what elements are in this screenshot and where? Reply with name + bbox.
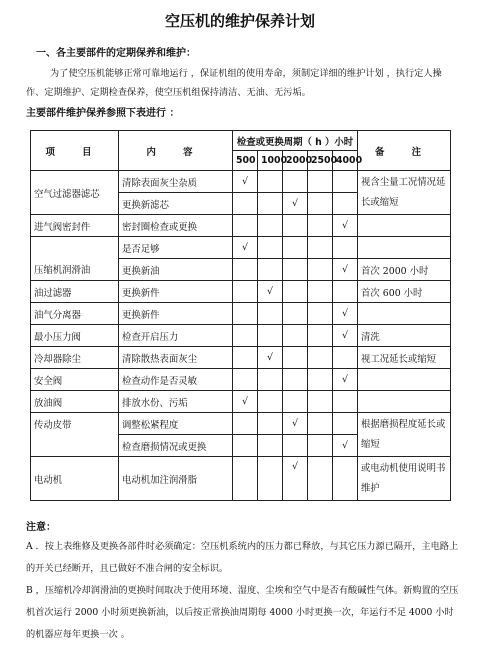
content-cell: 检查开启压力 <box>119 325 233 347</box>
content-cell: 更换新件 <box>119 281 233 303</box>
check-cell: √ <box>283 193 308 215</box>
check-cell <box>283 325 308 347</box>
item-cell: 放油阀 <box>31 391 119 413</box>
check-cell <box>233 413 258 435</box>
check-cell <box>283 303 308 325</box>
note-cell <box>358 303 451 325</box>
content-cell: 排放水份、污垢 <box>119 391 233 413</box>
check-cell <box>283 281 308 303</box>
note-cell <box>358 369 451 391</box>
content-cell: 是否足够 <box>119 237 233 259</box>
item-cell: 冷却器除尘 <box>31 347 119 369</box>
note-cell: 视含尘量工况情况延长或缩短 <box>358 171 451 215</box>
item-cell: 电动机 <box>31 457 119 501</box>
item-cell: 安全阀 <box>31 369 119 391</box>
note-b: B ，压缩机冷却润滑油的更换时间取决于使用环境、湿度、尘埃和空气中是否有酸碱性气体。新购置的空压机首次运行 2000 小时须更换新油，以后按正常换油周期每 4000 小时更换一次，年运行不足 4000 小时的机器应每年更换一次 。 <box>26 585 459 640</box>
table-row <box>31 325 451 347</box>
content-cell: 检查动作是否灵敏 <box>119 369 233 391</box>
note-cell: 视工况延长或缩短 <box>358 347 451 369</box>
check-cell: √ <box>283 457 308 501</box>
check-cell: √ <box>333 303 358 325</box>
item-cell: 进气阀密封件 <box>31 215 119 237</box>
note-a: A ．按上表维修及更换各部件时必须确定：空压机系统内的压力都已释放，与其它压力源已隔开，主电路上的开关已经断开，且已做好不准合闸的安全标识。 <box>26 541 459 574</box>
check-cell <box>283 237 308 259</box>
item-cell: 最小压力阀 <box>31 325 119 347</box>
check-cell <box>308 435 333 457</box>
header-content: 内 容 <box>119 131 233 171</box>
note-cell: 根据磨损程度延长或缩短 <box>358 413 451 457</box>
table-row <box>31 215 451 237</box>
check-cell: √ <box>233 391 258 413</box>
intro-paragraph: 为了使空压机能够正常可靠地运行 ，保证机组的使用寿命，须制定详细的维护计划 ，执行定人操作、定期维护、定期检查保养，使空压机组保持清洁、无油、无污垢。 <box>26 68 442 98</box>
content-cell: 检查磨损情况或更换 <box>119 435 233 457</box>
table-row <box>31 457 451 501</box>
check-cell <box>333 457 358 501</box>
check-cell <box>283 215 308 237</box>
table-row <box>31 347 451 369</box>
check-cell <box>308 391 333 413</box>
check-cell <box>258 413 283 435</box>
check-cell <box>283 369 308 391</box>
check-cell <box>308 215 333 237</box>
content-cell: 密封圈检查或更换 <box>119 215 233 237</box>
period-2500: 2500 <box>308 151 333 171</box>
check-cell <box>258 435 283 457</box>
check-cell <box>233 193 258 215</box>
check-cell: √ <box>258 281 283 303</box>
check-cell <box>333 413 358 435</box>
check-cell <box>233 281 258 303</box>
item-cell: 传动皮带 <box>31 413 119 457</box>
content-cell: 清除散热表面灰尘 <box>119 347 233 369</box>
check-cell <box>333 347 358 369</box>
note-cell: 首次 600 小时 <box>358 281 451 303</box>
note-cell <box>358 215 451 237</box>
check-cell <box>308 171 333 193</box>
check-cell <box>233 259 258 281</box>
check-cell <box>333 281 358 303</box>
item-cell: 空气过滤器滤芯 <box>31 171 119 215</box>
check-cell <box>308 193 333 215</box>
notes-heading: 注意： <box>26 522 56 533</box>
check-cell <box>333 391 358 413</box>
check-cell: √ <box>333 435 358 457</box>
page-title: 空压机的维护保养计划 <box>164 12 315 30</box>
header-notes: 备 注 <box>358 131 451 171</box>
check-cell <box>283 391 308 413</box>
table-row <box>31 303 451 325</box>
check-cell <box>333 237 358 259</box>
table-row <box>31 281 451 303</box>
check-cell <box>283 171 308 193</box>
check-cell <box>283 347 308 369</box>
note-cell <box>358 391 451 413</box>
check-cell <box>308 325 333 347</box>
header-item: 项 目 <box>31 131 119 171</box>
check-cell: √ <box>333 325 358 347</box>
section-heading-maintenance: 一、各主要部件的定期保养和维护： <box>36 48 196 59</box>
table-row <box>31 391 451 413</box>
content-cell: 电动机加注润滑脂 <box>119 457 233 501</box>
check-cell: √ <box>333 215 358 237</box>
check-cell <box>258 457 283 501</box>
table-row <box>31 369 451 391</box>
check-cell <box>233 215 258 237</box>
note-cell <box>358 237 451 259</box>
check-cell <box>308 413 333 435</box>
check-cell <box>258 215 283 237</box>
check-cell <box>308 369 333 391</box>
check-cell <box>258 237 283 259</box>
check-cell <box>233 325 258 347</box>
period-1000: 1000 <box>258 151 283 171</box>
header-period: 检查或更换周期（ h ）小时 <box>233 131 358 151</box>
check-cell <box>283 435 308 457</box>
check-cell: √ <box>233 237 258 259</box>
check-cell: √ <box>333 259 358 281</box>
content-cell: 调整松紧程度 <box>119 413 233 435</box>
check-cell <box>308 237 333 259</box>
note-cell: 清洗 <box>358 325 451 347</box>
check-cell <box>233 457 258 501</box>
check-cell <box>258 303 283 325</box>
check-cell <box>258 171 283 193</box>
content-cell: 更换新油 <box>119 259 233 281</box>
item-cell: 油气分离器 <box>31 303 119 325</box>
table-intro-heading: 主要部件维护保养参照下表进行 ： <box>26 108 180 119</box>
maintenance-schedule-table <box>30 130 451 501</box>
check-cell <box>333 171 358 193</box>
check-cell <box>258 325 283 347</box>
check-cell <box>258 369 283 391</box>
check-cell: √ <box>283 413 308 435</box>
check-cell <box>308 303 333 325</box>
check-cell <box>333 193 358 215</box>
content-cell: 更换新件 <box>119 303 233 325</box>
check-cell <box>258 391 283 413</box>
check-cell <box>233 369 258 391</box>
note-cell: 或电动机使用说明书维护 <box>358 457 451 501</box>
period-2000: 2000 <box>283 151 308 171</box>
check-cell <box>258 259 283 281</box>
check-cell: √ <box>333 369 358 391</box>
check-cell: √ <box>258 347 283 369</box>
content-cell: 更换新滤芯 <box>119 193 233 215</box>
check-cell <box>233 303 258 325</box>
table-row <box>31 413 451 435</box>
item-cell: 油过滤器 <box>31 281 119 303</box>
check-cell: √ <box>233 171 258 193</box>
check-cell <box>283 259 308 281</box>
item-cell: 压缩机润滑油 <box>31 237 119 281</box>
check-cell <box>308 347 333 369</box>
table-row <box>31 237 451 259</box>
check-cell <box>308 457 333 501</box>
check-cell <box>308 281 333 303</box>
table-row <box>31 171 451 193</box>
check-cell <box>233 435 258 457</box>
check-cell <box>258 193 283 215</box>
period-500: 500 <box>233 151 258 171</box>
content-cell: 清除表面灰尘杂质 <box>119 171 233 193</box>
check-cell <box>233 347 258 369</box>
period-4000: 4000 <box>333 151 358 171</box>
note-cell: 首次 2000 小时 <box>358 259 451 281</box>
check-cell <box>308 259 333 281</box>
